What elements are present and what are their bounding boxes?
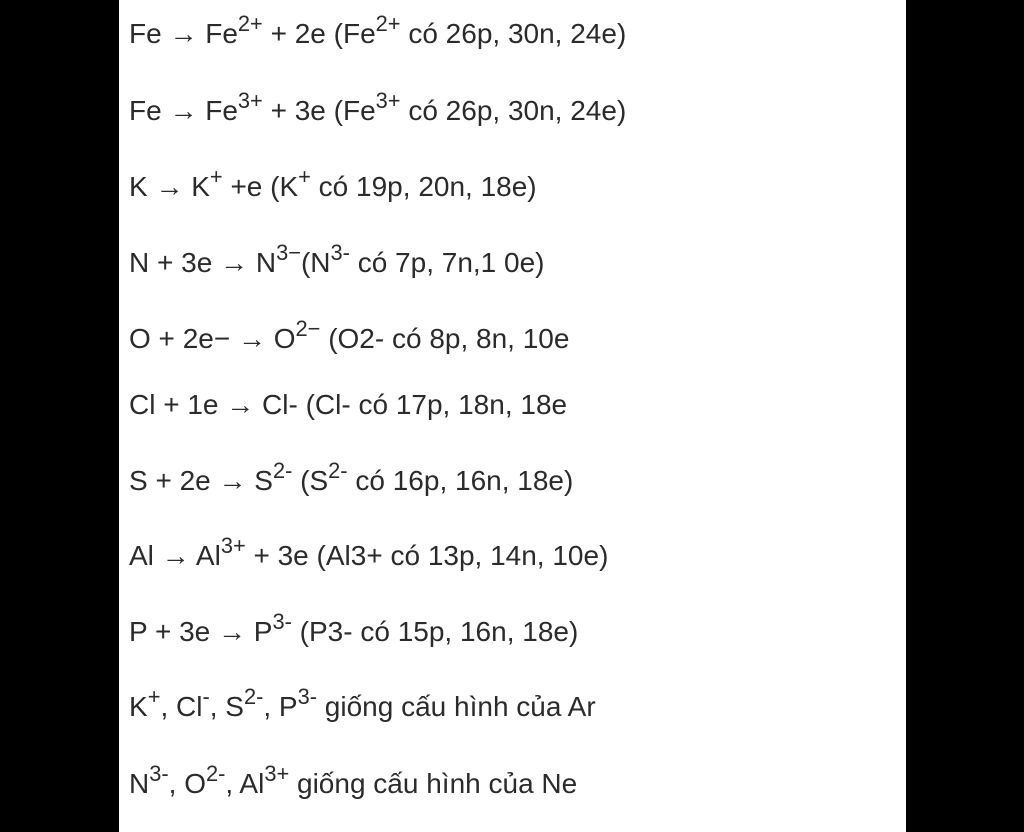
equation-line-6 bbox=[129, 391, 567, 419]
text-segment: P + 3e → P bbox=[129, 616, 273, 647]
equation-line-9 bbox=[129, 609, 579, 647]
text-segment: S + 2e → S bbox=[129, 465, 273, 496]
configuration-line-ne bbox=[129, 761, 578, 799]
charge-superscript: 2- bbox=[206, 761, 226, 786]
text-segment: giống cấu hình của Ar bbox=[317, 691, 596, 722]
text-segment: (S bbox=[292, 465, 329, 496]
text-segment: có 7p, 7n,1 0e) bbox=[349, 247, 545, 278]
text-segment: , Cl bbox=[160, 691, 203, 722]
text-segment: + 3e (Al3+ có 13p, 14n, 10e) bbox=[245, 540, 609, 571]
text-segment: +e (K bbox=[222, 171, 299, 202]
text-segment: Fe → Fe bbox=[129, 95, 238, 126]
text-segment: + 2e (Fe bbox=[262, 18, 376, 49]
text-segment: O + 2e− → O bbox=[129, 323, 296, 354]
text-segment: Al → Al bbox=[129, 540, 221, 571]
charge-superscript: + bbox=[209, 164, 223, 189]
text-segment: (O2- có 8p, 8n, 10e bbox=[320, 323, 570, 354]
charge-superscript: 2- bbox=[328, 458, 348, 483]
charge-superscript: 3- bbox=[330, 240, 350, 265]
text-segment: có 19p, 20n, 18e) bbox=[310, 171, 537, 202]
charge-superscript: 3+ bbox=[220, 533, 246, 558]
equation-line-8 bbox=[129, 533, 609, 571]
text-segment: , P bbox=[263, 691, 298, 722]
text-segment: (N bbox=[300, 247, 331, 278]
text-segment: có 26p, 30n, 24e) bbox=[400, 95, 627, 126]
equation-line-7 bbox=[129, 458, 574, 496]
text-segment: , Al bbox=[225, 768, 265, 799]
charge-superscript: 2+ bbox=[375, 11, 401, 36]
charge-superscript: 3- bbox=[297, 684, 318, 709]
text-segment: K bbox=[129, 691, 148, 722]
charge-superscript: + bbox=[147, 684, 161, 709]
equation-line-4 bbox=[129, 240, 545, 278]
text-segment: có 16p, 16n, 18e) bbox=[347, 465, 574, 496]
charge-superscript: 2- bbox=[243, 684, 264, 709]
charge-superscript: 3+ bbox=[375, 88, 401, 113]
text-segment: Cl + 1e → Cl- (Cl- có 17p, 18n, 18e bbox=[129, 389, 568, 420]
text-segment: K → K bbox=[129, 171, 210, 202]
charge-superscript: + bbox=[298, 164, 311, 189]
document-page bbox=[119, 0, 906, 832]
text-segment: giống cấu hình của Ne bbox=[289, 768, 578, 799]
charge-superscript: 3- bbox=[272, 609, 292, 634]
text-segment: Fe → Fe bbox=[129, 18, 238, 49]
equation-line-2 bbox=[129, 88, 627, 126]
charge-superscript: 3+ bbox=[237, 88, 263, 113]
text-segment: + 3e (Fe bbox=[262, 95, 376, 126]
charge-superscript: - bbox=[202, 684, 210, 709]
charge-superscript: 2+ bbox=[237, 11, 263, 36]
charge-superscript: 2− bbox=[295, 316, 321, 341]
equation-line-5 bbox=[129, 316, 570, 354]
text-segment: N bbox=[129, 768, 150, 799]
charge-superscript: 3- bbox=[149, 761, 169, 786]
charge-superscript: 3− bbox=[276, 240, 301, 265]
charge-superscript: 3+ bbox=[264, 761, 290, 786]
equation-line-1 bbox=[129, 11, 627, 49]
text-segment: , O bbox=[168, 768, 206, 799]
text-segment: (P3- có 15p, 16n, 18e) bbox=[291, 616, 579, 647]
equation-line-3 bbox=[129, 164, 537, 202]
text-segment: N + 3e → N bbox=[129, 247, 277, 278]
text-segment: có 26p, 30n, 24e) bbox=[400, 18, 627, 49]
charge-superscript: 2- bbox=[272, 458, 293, 483]
configuration-line-ar bbox=[129, 684, 596, 722]
text-segment: , S bbox=[209, 691, 244, 722]
